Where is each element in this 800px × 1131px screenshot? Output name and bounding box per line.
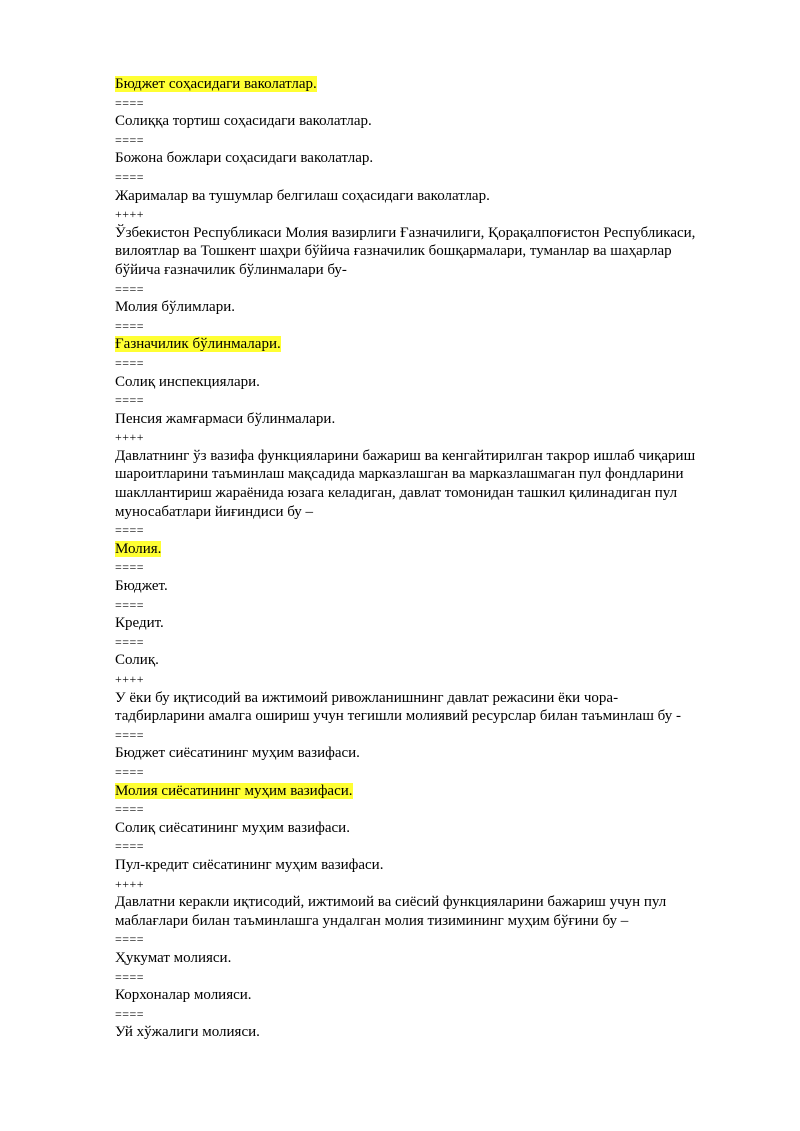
question-text: [115, 689, 745, 726]
answer-option: [115, 856, 745, 875]
question-line: У ёки бу иқтисодий ва ижтимоий ривожланишнинг давлат режасини ёки чора-: [115, 689, 619, 706]
answer-option: [115, 651, 745, 670]
answer-separator: ====: [115, 969, 145, 984]
answer-separator: ====: [115, 764, 145, 779]
answer-option: [115, 298, 745, 317]
question-separator: ++++: [115, 672, 145, 686]
question-separator: ++++: [115, 207, 145, 222]
answer-text: Божона божлари соҳасидаги ваколатлар.: [115, 150, 374, 167]
answer-option: [115, 187, 745, 206]
question-line: маблағлари билан таъминлашга ундалган молия тизимининг муҳим бўғини бу –: [115, 912, 629, 929]
answer-option: [115, 410, 745, 429]
answer-text: Пул-кредит сиёсатининг муҳим вазифаси.: [115, 856, 384, 873]
answer-text: Бюджет соҳасидаги ваколатлар.: [115, 76, 317, 92]
question-line: Ўзбекистон Республикаси Молия вазирлиги Ғазначилиги, Қорақалпоғистон Республикаси,: [115, 224, 696, 241]
answer-separator: ====: [115, 169, 145, 184]
answer-option: [115, 819, 745, 838]
question-text: [115, 224, 745, 280]
question-separator: ++++: [115, 876, 145, 891]
correct-answer-option: [115, 782, 745, 801]
answer-separator: ====: [115, 634, 145, 649]
answer-text: Молия бўлимлари.: [115, 299, 235, 316]
question-line: муносабатлари йиғиндиси бу –: [115, 503, 314, 520]
question-line: тадбирларини амалга ошириш учун тегишли молиявий ресурслар билан таъминлаш бу -: [115, 708, 681, 725]
answer-text: Бюджет сиёсатининг муҳим вазифаси.: [115, 745, 360, 762]
answer-option: [115, 149, 745, 168]
answer-text: Корхоналар молияси.: [115, 987, 252, 1004]
answer-text: Молия сиёсатининг муҳим вазифаси.: [115, 782, 353, 799]
answer-separator: ====: [115, 393, 145, 408]
correct-answer-option: [115, 540, 745, 559]
correct-answer-option: [115, 335, 745, 354]
answer-text: Солиқ сиёсатининг муҳим вазифаси.: [115, 819, 350, 836]
answer-separator: ====: [115, 560, 145, 575]
answer-separator: ====: [115, 597, 145, 612]
answer-separator: ====: [115, 802, 145, 817]
question-separator: ++++: [115, 430, 145, 445]
answer-separator: ====: [115, 95, 145, 110]
answer-separator: ====: [115, 932, 145, 947]
answer-text: Солиқ.: [115, 652, 159, 669]
question-text: [115, 447, 745, 521]
question-text: [115, 893, 745, 930]
answer-text: Бюджет.: [115, 578, 168, 595]
answer-separator: ====: [115, 355, 145, 370]
answer-text: Кредит.: [115, 615, 164, 632]
question-line: шароитларини таъминлаш мақсадида марказлашган ва марказлашмаган пул фондларини: [115, 466, 684, 483]
answer-text: Уй хўжалиги молияси.: [115, 1024, 260, 1041]
answer-option: [115, 577, 745, 596]
answer-option: [115, 744, 745, 763]
answer-separator: ====: [115, 727, 145, 742]
document-page: [115, 75, 745, 1042]
correct-answer-option: [115, 75, 745, 94]
answer-separator: ====: [115, 318, 145, 333]
question-line: шакллантириш жараёнида юзага келадиган, давлат томонидан ташкил қилинадиган пул: [115, 485, 678, 502]
answer-text: Ғазначилик бўлинмалари.: [115, 336, 281, 353]
answer-text: Ҳукумат молияси.: [115, 949, 232, 966]
question-line: бўйича ғазначилик бўлинмалари бу-: [115, 261, 347, 278]
answer-separator: ====: [115, 281, 145, 296]
answer-option: [115, 373, 745, 392]
answer-separator: ====: [115, 132, 145, 147]
question-line: Давлатнинг ўз вазифа функцияларини бажариш ва кенгайтирилган такрор ишлаб чиқариш: [115, 447, 696, 464]
answer-option: [115, 112, 745, 131]
answer-text: Солиққа тортиш соҳасидаги ваколатлар.: [115, 113, 372, 130]
answer-option: [115, 614, 745, 633]
answer-text: Жарималар ва тушумлар белгилаш соҳасидаги ваколатлар.: [115, 187, 490, 204]
answer-separator: ====: [115, 1006, 145, 1021]
answer-option: [115, 986, 745, 1005]
answer-separator: ====: [115, 839, 145, 854]
answer-separator: ====: [115, 523, 145, 538]
answer-text: Молия.: [115, 540, 162, 557]
question-line: Давлатни керакли иқтисодий, ижтимоий ва сиёсий функцияларини бажариш учун пул: [115, 894, 667, 911]
answer-text: Солиқ инспекциялари.: [115, 373, 260, 390]
answer-option: [115, 949, 745, 968]
answer-option: [115, 1023, 745, 1042]
question-line: вилоятлар ва Тошкент шаҳри бўйича ғазначилик бошқармалари, туманлар ва шаҳарлар: [115, 243, 672, 260]
answer-text: Пенсия жамғармаси бўлинмалари.: [115, 410, 336, 427]
